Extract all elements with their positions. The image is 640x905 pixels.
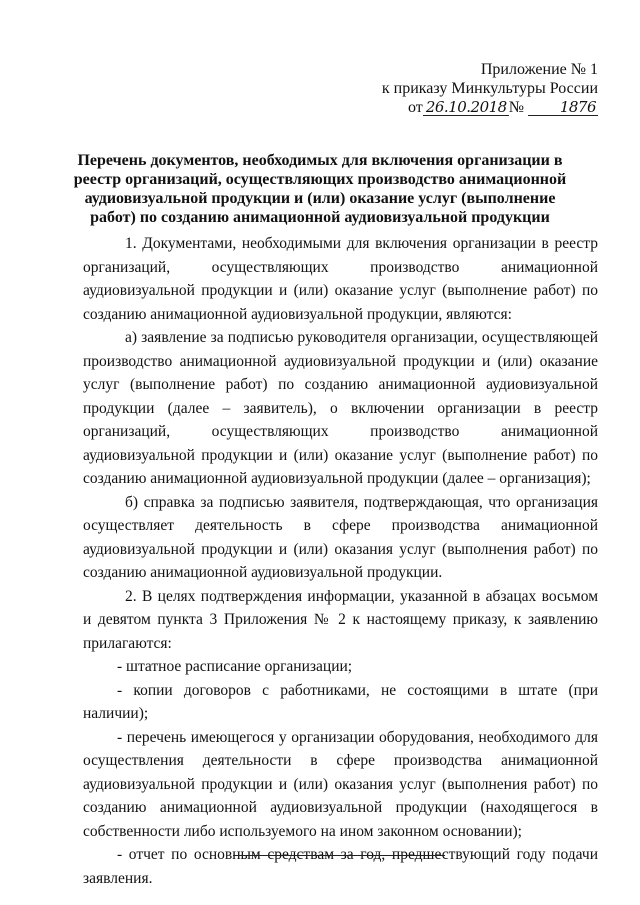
number-prefix: № bbox=[508, 99, 524, 116]
handwritten-date: 26.10.2018 bbox=[423, 100, 509, 116]
document-body bbox=[83, 232, 598, 890]
list-item: - отчет по основным средствам за год, предшествующий году подачи заявления. bbox=[83, 846, 598, 887]
paragraph-1a: а) заявление за подписью руководителя организации, осуществляющей производство анимационной аудиовизуальной продукции и (или) оказание услуг (выполнение работ) по созданию анимационной аудиовизуальной продукции (далее – заявитель), о включении организации в реестр организаций, осуществляющих производство анимационной аудиовизуальной продукции и (или) оказание услуг (выполнение работ) по созданию анимационной аудиовизуальной продукции (далее – организация); bbox=[83, 329, 598, 487]
handwritten-number: 1876 bbox=[528, 100, 598, 116]
closing-rule bbox=[233, 855, 445, 856]
order-reference: к приказу Минкультуры России bbox=[381, 80, 598, 97]
paragraph-1: 1. Документами, необходимыми для включения организации в реестр организаций, осуществляющих производство анимационной аудиовизуальной продукции и (или) оказание услуг (выполнение работ) по созданию анимационной аудиовизуальной продукции, являются: bbox=[83, 235, 598, 323]
list-item: - штатное расписание организации; bbox=[117, 658, 353, 675]
paragraph-2: 2. В целях подтверждения информации, указанной в абзацах восьмом и девятом пункта 3 Приложения № 2 к настоящему приказу, к заявлению прилагаются: bbox=[83, 587, 598, 652]
list-item: - перечень имеющегося у организации оборудования, необходимого для осуществления деятельности в сфере производства анимационной аудиовизуальной продукции и (или) оказания услуг (выполнения работ) по созданию анимационной аудиовизуальной продукции (находящегося в собственности либо используемого на ином законном основании); bbox=[83, 728, 598, 840]
order-date-line bbox=[382, 98, 598, 117]
appendix-number: Приложение № 1 bbox=[480, 61, 598, 78]
date-prefix: от bbox=[407, 99, 423, 116]
appendix-header bbox=[382, 60, 598, 117]
list-item: - копии договоров с работниками, не состоящими в штате (при наличии); bbox=[83, 681, 598, 722]
paragraph-1b: б) справка за подписью заявителя, подтверждающая, что организация осуществляет деятельность в сфере производства анимационной аудиовизуальной продукции и (или) оказания услуг (выполнения работ) по созданию анимационной аудиовизуальной продукции. bbox=[83, 493, 598, 581]
document-title: Перечень документов, необходимых для включения организации в реестр организаций, осуществляющих производство анимационной аудиовизуальной продукции и (или) оказание услуг (выполнение работ) по созданию анимационной аудиовизуальной продукции bbox=[73, 152, 567, 226]
